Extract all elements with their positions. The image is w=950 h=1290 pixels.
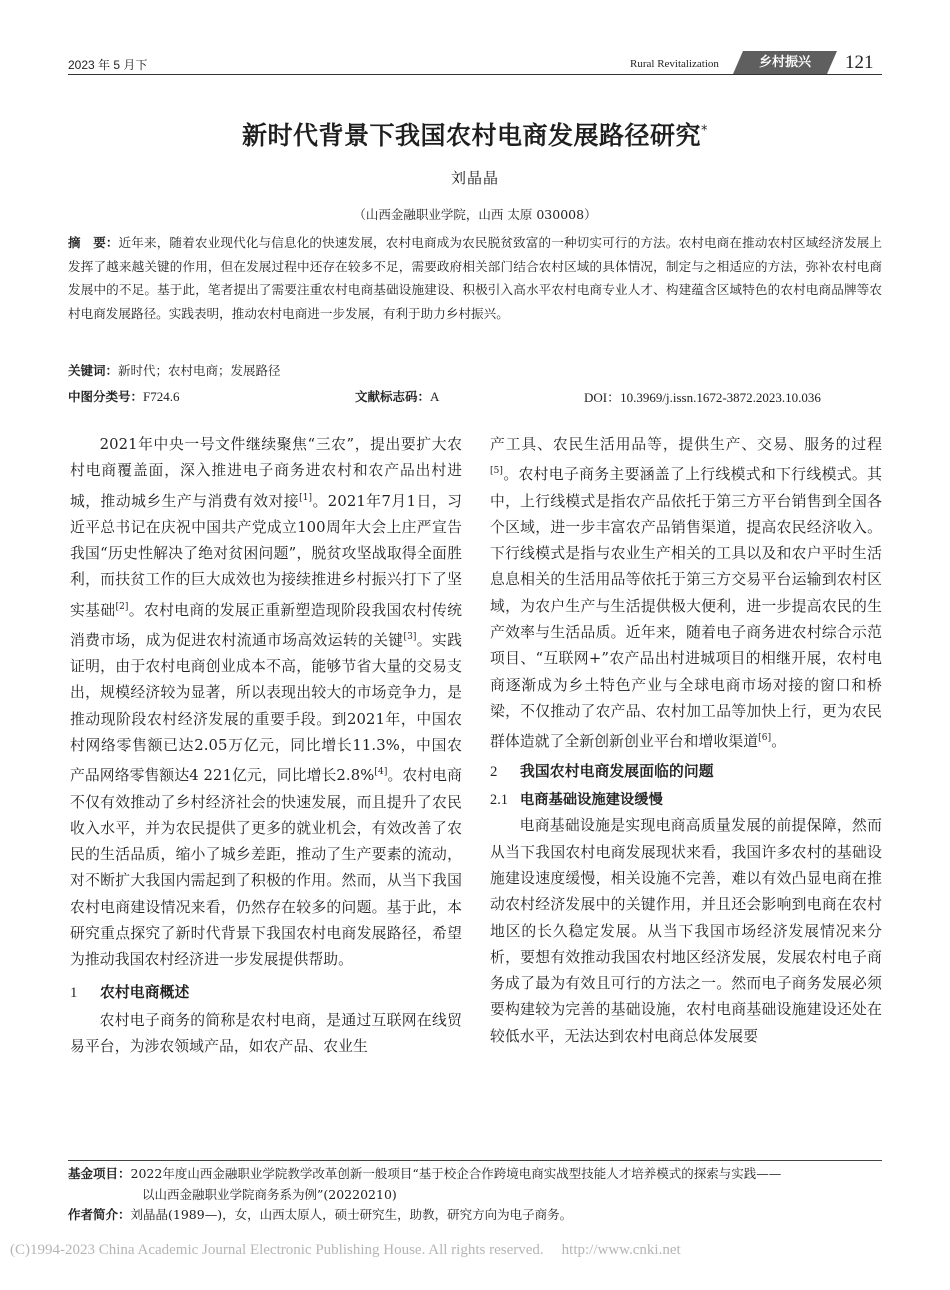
footnote-rule	[68, 1160, 882, 1161]
section-heading-1	[70, 980, 462, 1006]
text-run: 。农村电商不仅有效推动了乡村经济社会的快速发展，而且提升了农民收入水平，并为农民提供了更多的就业机会，有效改善了农民的生活品质，缩小了城乡差距，推动了生产要素的流动，对不断扩大我国内需起到了积极的作用。然而，从当下我国农村电商建设情况来看，仍然存在较多的问题。基于此，本研究重点探究了新时代背景下我国农村电商发展路径，希望为推动我国农村经济进一步发展提供帮助。	[70, 767, 462, 969]
author-name: 刘晶晶	[450, 169, 499, 187]
text-run: 。实践证明，由于农村电商创业成本不高，能够节省大量的交易支出，规模经济较为显著，所以表现出较大的市场竞争力，是推动现阶段农村经济发展的重要手段。到2021年，中国农村网络零售额已达2.05万亿元，同比增长11.3%，中国农产品网络零售额达4 221亿元，同比增长2.8%	[70, 631, 462, 785]
author-info-note	[68, 1205, 572, 1223]
paragraph-infrastructure: 电商基础设施是实现电商高质量发展的前提保障，然而从当下我国农村电商发展现状来看，我国许多农村的基础设施建设速度缓慢，相关设施不完善，难以有效凸显电商在推动农村经济发展中的关键作用，并且还会影响到电商在农村地区的长久稳定发展。从当下我国市场经济发展情况来分析，要想有效推动我国农村地区经济发展，发展农村电子商务成了最为有效且可行的方法之一。然而电子商务发展必须要构建较为完善的基础设施，农村电商基础设施建设还处在较低水平，无法达到农村电商总体发展要	[490, 817, 882, 1045]
copyright-watermark	[10, 1242, 681, 1259]
abstract-label: 摘 要：	[68, 235, 119, 250]
citation-2: [2]	[115, 601, 129, 612]
text-run: 产工具、农民生活用品等，提供生产、交易、服务的过程	[490, 436, 882, 453]
abstract	[68, 231, 882, 326]
page-number: 121	[845, 52, 874, 73]
subsection-number: 2.1	[490, 792, 509, 809]
abstract-text: 近年来，随着农业现代化与信息化的快速发展，农村电商成为农民脱贫致富的一种切实可行的方法。农村电商在推动农村区域经济发展上发挥了越来越关键的作用，但在发展过程中还存在较多不足，需要政府相关部门结合农村区域的具体情况，制定与之相适应的方法，弥补农村电商发展中的不足。基于此，笔者提出了需要注重农村电商基础设施建设、积极引入高水平农村电商专业人才、构建蕴含区域特色的农村电商品牌等农村电商发展路径。实践表明，推动农村电商进一步发展，有利于助力乡村振兴。	[68, 235, 882, 322]
citation-4: [4]	[374, 767, 388, 778]
subsection-title: 电商基础设施建设缓慢	[520, 792, 663, 809]
issue-date: 2023 年 5 月下	[68, 58, 148, 72]
classification-number	[68, 387, 180, 405]
subsection-heading-2-1	[490, 787, 882, 813]
classification-label: 中图分类号：	[68, 389, 144, 404]
doi-value: 10.3969/j.issn.1672-3872.2023.10.036	[620, 390, 821, 405]
citation-5: [5]	[490, 466, 504, 477]
section-number: 1	[70, 984, 78, 1001]
author-info-text: 刘晶晶(1989—)，女，山西太原人，硕士研究生，助教，研究方向为电子商务。	[130, 1207, 573, 1222]
section-label: 乡村振兴	[758, 55, 811, 70]
classification-value: F724.6	[143, 389, 180, 404]
keywords-text: 新时代；农村电商；发展路径	[118, 363, 281, 378]
doc-code-label: 文献标志码：	[355, 389, 431, 404]
paragraph-intro	[70, 432, 462, 974]
funding-label: 基金项目：	[68, 1166, 131, 1181]
paragraph-overview: 农村电子商务的简称是农村电商，是通过互联网在线贸易平台，为涉农领域产品，如农产品、农业生	[70, 1011, 462, 1055]
keywords	[68, 361, 281, 379]
doi	[584, 387, 821, 406]
copyright-text: (C)1994-2023 China Academic Journal Electronic Publishing House. All rights reserved.	[10, 1242, 544, 1258]
doc-code-value: A	[430, 389, 440, 404]
text-run: 。农村电商的发展正重新塑造现阶段我国农村传统消费市场，成为促进农村流通市场高效运转的关键	[70, 601, 462, 649]
text-run: 2021年中央一号文件继续聚焦“三农”，提出要扩大农村电商覆盖面，深入推进电子商务进农村和农产品出村进城，推动城乡生产与消费有效对接	[70, 436, 462, 510]
journal-name: Rural Revitalization	[630, 58, 719, 70]
section-title: 我国农村电商发展面临的问题	[520, 763, 714, 781]
keywords-label: 关键词：	[68, 363, 119, 378]
funding-text-2: 以山西金融职业学院商务系为例”(20220210)	[142, 1187, 397, 1202]
paper-title	[0, 116, 950, 152]
text-run: 。2021年7月1日，习近平总书记在庆祝中国共产党成立100周年大会上庄严宣告我国“历史性解决了绝对贫困问题”，脱贫攻坚战取得全面胜利，而扶贫工作的巨大成效也为接续推进乡村振兴打下了坚实基础	[70, 492, 462, 619]
funding-note	[68, 1163, 882, 1205]
section-title: 农村电商概述	[100, 983, 190, 1001]
paragraph-overview-cont	[490, 432, 882, 755]
citation-3: [3]	[403, 631, 417, 642]
header-rule	[68, 74, 882, 75]
author-info-label: 作者简介：	[68, 1207, 131, 1222]
citation-6: [6]	[758, 733, 772, 744]
title-footnote-mark: *	[701, 123, 708, 139]
text-run: 。	[771, 733, 787, 751]
cnki-url: http://www.cnki.net	[561, 1242, 681, 1258]
document-code	[355, 387, 439, 405]
body-column-right	[490, 432, 882, 1050]
citation-1: [1]	[299, 492, 313, 503]
affiliation: （山西金融职业学院，山西 太原 030008）	[353, 207, 597, 222]
section-heading-2	[490, 759, 882, 785]
title-text: 新时代背景下我国农村电商发展路径研究	[241, 121, 701, 150]
body-column-left	[70, 432, 462, 1060]
funding-text-1: 2022年度山西金融职业学院教学改革创新一般项目“基于校企合作跨境电商实战型技能人才培养模式的探索与实践——	[130, 1166, 782, 1181]
section-number: 2	[490, 764, 498, 781]
doi-label: DOI：	[584, 390, 621, 405]
text-run: 。农村电子商务主要涵盖了上行线模式和下行线模式。其中，上行线模式是指农产品依托于第三方平台销售到全国各个区域，进一步丰富农产品销售渠道，提高农民经济收入。下行线模式是指与农业生产相关的工具以及和农户平时生活息息相关的生活用品等依托于第三方交易平台运输到农村区域，为农户生产与生活提供极大便利，进一步提高农民的生产效率与生活品质。近年来，随着电子商务进农村综合示范项目、“互联网+”农产品出村进城项目的相继开展，农村电商逐渐成为乡土特色产业与全球电商市场对接的窗口和桥梁，不仅推动了农产品、农村加工品等加快上行，更为农民群体造就了全新创新创业平台和增收渠道	[490, 466, 882, 751]
